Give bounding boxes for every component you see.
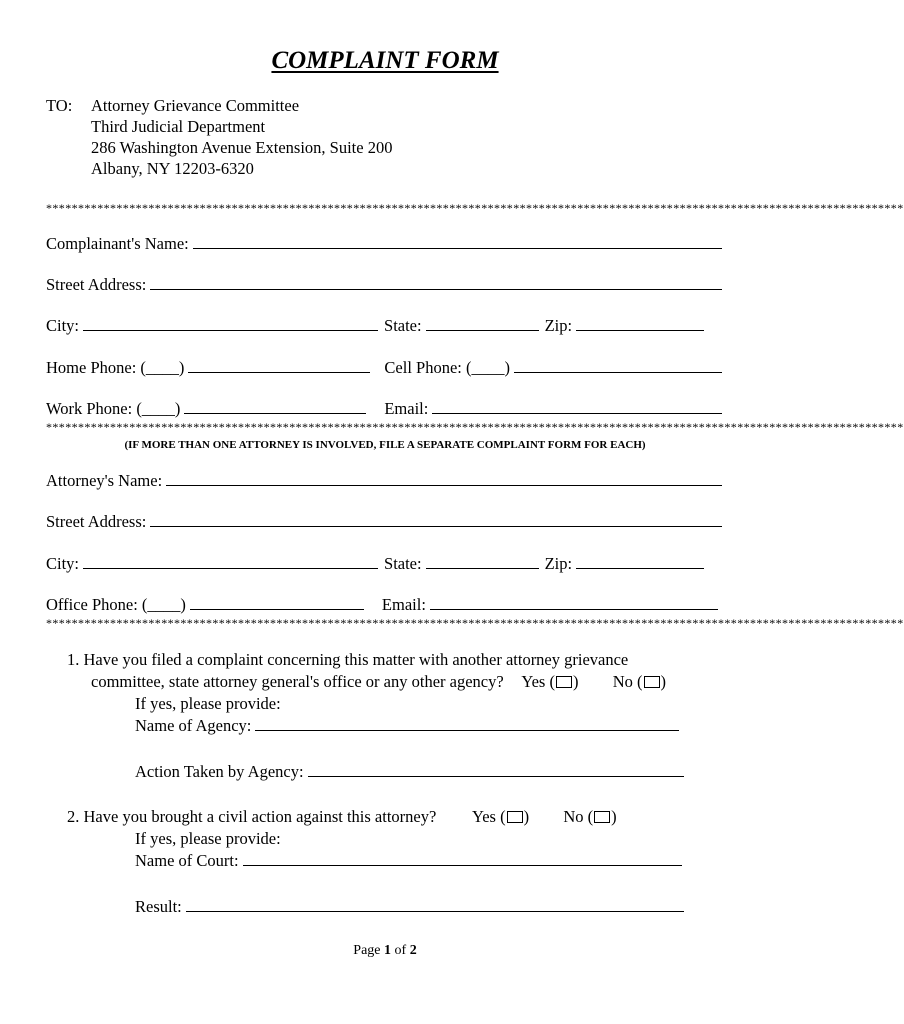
attorney-name-field[interactable] (166, 471, 722, 486)
complainant-city-row (46, 316, 722, 336)
result-label: Result: (135, 897, 182, 916)
multiple-attorney-notice: (IF MORE THAN ONE ATTORNEY IS INVOLVED, FILE A SEPARATE COMPLAINT FORM FOR EACH) (124, 439, 646, 451)
attorney-name-label: Attorney's Name: (46, 471, 163, 490)
q1-if-yes: If yes, please provide: (135, 694, 281, 713)
office-phone-field[interactable] (190, 595, 364, 610)
recipient-line-4: Albany, NY 12203-6320 (91, 159, 254, 178)
q2-court-row (135, 851, 682, 871)
q1-action-row (135, 762, 684, 782)
complainant-street-label: Street Address: (46, 275, 147, 294)
court-field[interactable] (243, 851, 682, 866)
q1-yes-label: Yes ( (521, 672, 555, 691)
complainant-email-field[interactable] (432, 399, 722, 414)
q2-no-label: No ( (563, 807, 594, 826)
cell-phone-label: Cell Phone: (____) (384, 358, 510, 377)
form-title: COMPLAINT FORM (271, 47, 499, 74)
work-phone-label: Work Phone: (____) (46, 399, 181, 418)
q1-text-line1: 1. Have you filed a complaint concerning this matter with another attorney grievance (67, 650, 629, 669)
attorney-name-row (46, 471, 722, 491)
complainant-phones-row (46, 358, 722, 378)
complainant-state-field[interactable] (426, 316, 539, 331)
attorney-city-row (46, 554, 722, 574)
complainant-name-row (46, 234, 722, 254)
attorney-zip-label: Zip: (544, 554, 573, 573)
agency-field[interactable] (255, 716, 679, 731)
complainant-email-label: Email: (384, 399, 429, 418)
q2-yes-checkbox[interactable] (507, 811, 523, 823)
complainant-city-label: City: (46, 316, 80, 335)
page-number: Page 1 of 2 (353, 943, 417, 958)
cell-phone-field[interactable] (514, 358, 722, 373)
recipient-line-1: Attorney Grievance Committee (91, 96, 300, 115)
complainant-zip-field[interactable] (576, 316, 704, 331)
separator-stars: ************************************************************************************************************************************** (46, 201, 904, 215)
attorney-city-field[interactable] (83, 554, 378, 569)
attorney-email-field[interactable] (430, 595, 718, 610)
attorney-office-row (46, 595, 718, 615)
attorney-street-row (46, 512, 722, 532)
to-label: TO: (46, 96, 73, 115)
complainant-zip-label: Zip: (544, 316, 573, 335)
complainant-name-label: Complainant's Name: (46, 234, 189, 253)
q2-no-checkbox[interactable] (594, 811, 610, 823)
q1-no-label: No ( (612, 672, 643, 691)
attorney-state-label: State: (384, 554, 422, 573)
agency-label: Name of Agency: (135, 716, 252, 735)
action-label: Action Taken by Agency: (135, 762, 304, 781)
q2-result-row (135, 897, 684, 917)
q1-agency-row (135, 716, 679, 736)
attorney-street-field[interactable] (150, 512, 722, 527)
recipient-line-2: Third Judicial Department (91, 117, 266, 136)
office-phone-label: Office Phone: (____) (46, 595, 186, 614)
complainant-name-field[interactable] (193, 234, 722, 249)
complainant-work-row (46, 399, 722, 419)
work-phone-field[interactable] (184, 399, 366, 414)
home-phone-label: Home Phone: (____) (46, 358, 185, 377)
separator-stars: ************************************************************************************************************************************** (46, 420, 904, 434)
complainant-street-row (46, 275, 722, 295)
home-phone-field[interactable] (188, 358, 370, 373)
complainant-state-label: State: (384, 316, 422, 335)
recipient-line-3: 286 Washington Avenue Extension, Suite 200 (91, 138, 393, 157)
q2-text: 2. Have you brought a civil action against this attorney? Yes ( ) No ( ) (67, 807, 617, 826)
q2-question: 2. Have you brought a civil action against this attorney? (67, 807, 437, 826)
q1-question: committee, state attorney general's office or any other agency? (91, 672, 504, 691)
attorney-street-label: Street Address: (46, 512, 147, 531)
action-field[interactable] (308, 762, 684, 777)
separator-stars: ************************************************************************************************************************************** (46, 616, 904, 630)
q2-yes-label: Yes ( (471, 807, 506, 826)
result-field[interactable] (186, 897, 684, 912)
attorney-city-label: City: (46, 554, 80, 573)
attorney-zip-field[interactable] (576, 554, 704, 569)
q1-no-checkbox[interactable] (644, 676, 660, 688)
attorney-state-field[interactable] (426, 554, 539, 569)
complainant-street-field[interactable] (150, 275, 722, 290)
court-label: Name of Court: (135, 851, 239, 870)
q1-yes-checkbox[interactable] (556, 676, 572, 688)
q2-if-yes: If yes, please provide: (135, 829, 281, 848)
q1-text-line2: committee, state attorney general's office or any other agency? Yes ( ) No ( ) (91, 672, 667, 691)
complainant-city-field[interactable] (83, 316, 378, 331)
attorney-email-label: Email: (381, 595, 426, 614)
